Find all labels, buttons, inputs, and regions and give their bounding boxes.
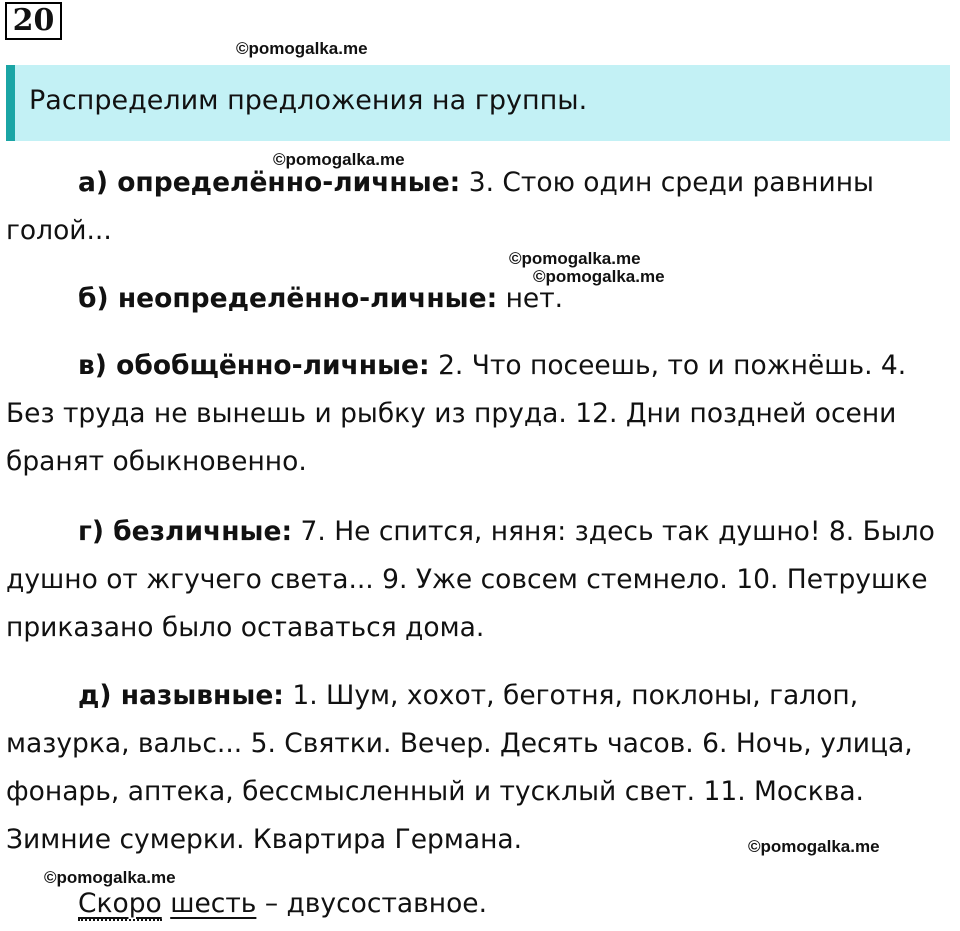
- watermark: ©pomogalka.me: [236, 39, 368, 58]
- group-g-paragraph: [6, 508, 951, 652]
- group-text: 7. Не спится, няня: здесь так душно! 8. Было душно от жгучего света... 9. Уже совсем стемнело. 10. Петрушке приказано было оставаться дома.: [6, 516, 935, 643]
- group-d-paragraph: [6, 672, 951, 864]
- final-rest: – двусоставное.: [256, 888, 488, 919]
- group-text: 1. Шум, хохот, беготня, поклоны, галоп, мазурка, вальс... 5. Святки. Вечер. Десять часов. 6. Ночь, улица, фонарь, аптека, бессмысленный и тусклый свет. 11. Москва. Зимние сумерки. Квартира Германа.: [6, 680, 913, 855]
- group-text: 2. Что посеешь, то и пожнёшь. 4. Без труда не вынешь и рыбку из пруда. 12. Дни поздней осени бранят обыкновенно.: [6, 350, 907, 477]
- watermark: ©pomogalka.me: [44, 868, 176, 887]
- predicate-word: шесть: [170, 888, 257, 919]
- group-label: г) безличные:: [78, 516, 293, 547]
- final-sentence: [6, 880, 951, 928]
- subject-underline: [78, 888, 162, 921]
- task-number: 20: [5, 2, 62, 40]
- group-v-paragraph: [6, 342, 951, 486]
- heading-banner: [6, 65, 950, 141]
- group-label: а) определённо-личные:: [78, 167, 461, 198]
- group-label: в) обобщённо-личные:: [78, 350, 430, 381]
- subject-word: Скоро: [78, 888, 162, 919]
- group-text: нет.: [497, 283, 564, 314]
- group-label: д) назывные:: [78, 680, 284, 711]
- group-a-paragraph: [6, 159, 951, 255]
- watermark: ©pomogalka.me: [533, 267, 665, 286]
- watermark: ©pomogalka.me: [748, 837, 880, 856]
- group-label: б) неопределённо-личные:: [78, 283, 498, 314]
- banner-text: Распределим предложения на группы.: [29, 85, 588, 116]
- watermark: ©pomogalka.me: [273, 150, 405, 169]
- watermark: ©pomogalka.me: [509, 249, 641, 268]
- group-text: 3. Стою один среди равнины голой...: [6, 167, 874, 246]
- group-b-paragraph: [6, 275, 951, 323]
